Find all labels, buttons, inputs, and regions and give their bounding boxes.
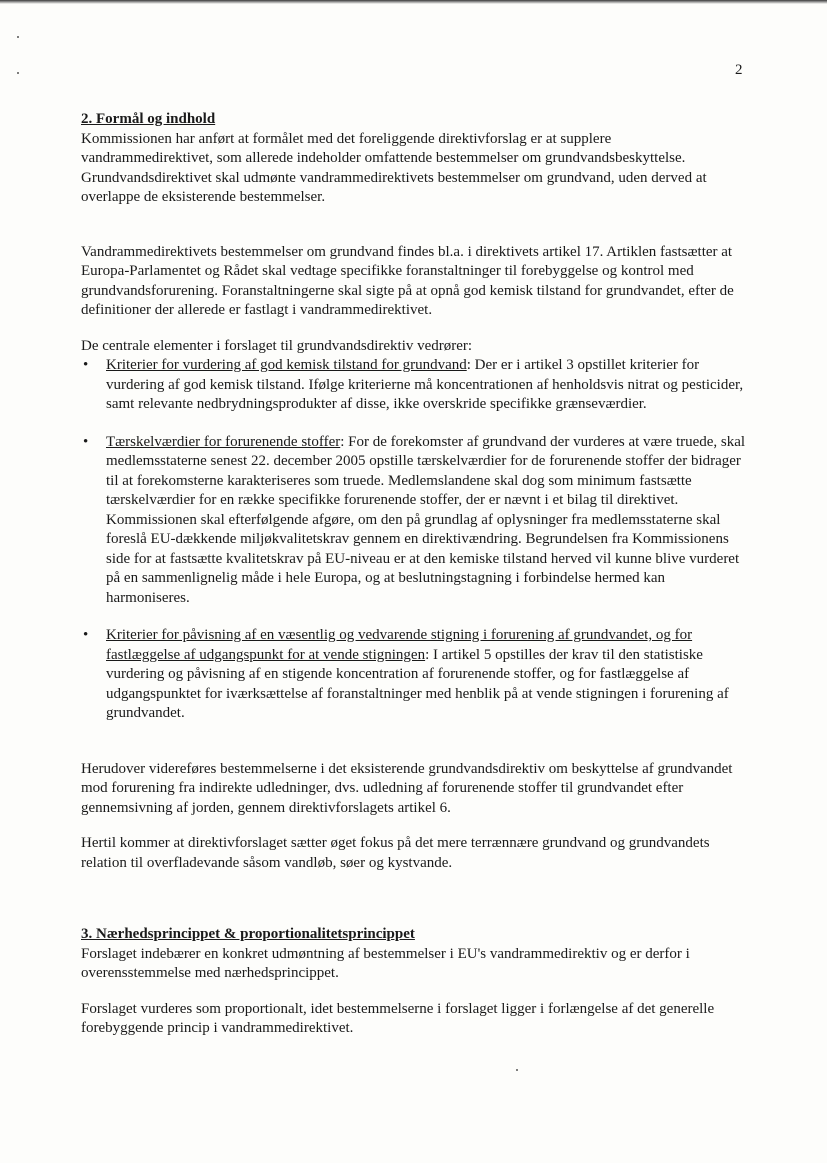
list-item-title: Kriterier for påvisning af en væsentlig og vedvarende stigning i forurening af grundvandet, og for fastlæggelse af udgangspunkt for at vende stigningen xyxy=(106,627,693,663)
paragraph: Kommissionen har anført at formålet med det foreliggende direktivforslag er at supplere vandrammedirektivet, som allerede indeholder omfattende bestemmelser om grundvandsbeskyttelse. Grundvandsdirektivet skal udmønte vandrammedirektivets bestemmelser om grundvand, uden derved at overlappe de eksisterende bestemmelser. xyxy=(81,130,707,205)
bullet-icon: • xyxy=(83,627,89,643)
paragraph: De centrale elementer i forslaget til grundvandsdirektiv vedrører: xyxy=(81,337,473,354)
list-item xyxy=(81,356,747,415)
list-item-text: : For de forekomster af grundvand der vurderes at være truede, skal medlemsstaterne senest 22. december 2005 opstille tærskelværdier for de forurenende stoffer der bidrager til at forekomsterne karakteriseres som truede. Medlemslandene skal dog som minimum fastsætte tærskelværdier for en række specifikke forurenende stoffer, der er nævnt i et bilag til direktivet. Kommissionen skal efterfølgende afgøre, om den på grundlag af oplysninger fra medlemsstaterne skal foreslå EU-dækkende miljøkvalitetskrav gennem en direktivændring. Begrundelsen fra Kommissionens side for at fastsætte kvalitetskrav på EU-niveau er at den kemiske tilstand herved vil kunne blive vurderet på en sammenlignelig måde i hele Europa, og at beslutningstagning i forbindelse hermed kan harmoniseres. xyxy=(106,433,746,606)
paragraph: Hertil kommer at direktivforslaget sætter øget fokus på det mere terrænnære grundvand og grundvandets relation til overfladevande såsom vandløb, søer og kystvande. xyxy=(81,835,710,871)
scan-speck xyxy=(516,1069,518,1071)
paragraph: Forslaget vurderes som proportionalt, idet bestemmelserne i forslaget ligger i forlængelse af det generelle forebyggende princip i vandrammedirektivet. xyxy=(81,1000,715,1036)
list-item xyxy=(81,433,747,609)
bullet-list xyxy=(81,356,747,724)
list-item-text: : Der er i artikel 3 opstillet kriterier for vurdering af god kemisk tilstand. Ifølge kriterierne må koncentrationen af henholdsvis nitrat og pesticider, samt relevante nedbrydningsprodukter af disse, ikke overskride specifikke grænseværdier. xyxy=(106,357,744,412)
scan-top-edge xyxy=(0,0,827,4)
page-number: 2 xyxy=(735,62,743,78)
scan-speck xyxy=(17,72,19,74)
section-heading-naerhed: 3. Nærhedsprincippet & proportionalitetsprincippet xyxy=(81,926,415,942)
list-item xyxy=(81,626,747,724)
list-item-title: Kriterier for vurdering af god kemisk tilstand for grundvand xyxy=(106,357,467,373)
paragraph: Vandrammedirektivets bestemmelser om grundvand findes bl.a. i direktivets artikel 17. Artiklen fastsætter at Europa-Parlamentet og Rådet skal vedtage specifikke foranstaltninger til forebyggelse og kontrol med grundvandsforurening. Foranstaltningerne skal sigte på at opnå god kemisk tilstand for grundvandet, efter de definitioner der allerede er fastlagt i vandrammedirektivet. xyxy=(81,243,734,318)
paragraph: Forslaget indebærer en konkret udmøntning af bestemmelser i EU's vandrammedirektiv og er derfor i overensstemmelse med nærhedsprincippet. xyxy=(81,945,690,981)
scan-speck xyxy=(17,36,19,38)
document-body xyxy=(81,110,747,1039)
paragraph: Herudover videreføres bestemmelserne i det eksisterende grundvandsdirektiv om beskyttelse af grundvandet mod forurening fra indirekte udledninger, dvs. udledning af forurenende stoffer til grundvandet efter gennemsivning af jorden, gennem direktivforslagets artikel 6. xyxy=(81,760,733,816)
section-heading-formaal: 2. Formål og indhold xyxy=(81,111,216,127)
bullet-icon: • xyxy=(83,357,89,373)
bullet-icon: • xyxy=(83,433,89,450)
list-item-title: Tærskelværdier for forurenende stoffer xyxy=(106,433,341,450)
list-item-text: : I artikel 5 opstilles der krav til den statistiske vurdering og påvisning af en stigende koncentration af forurenende stoffer, og for fastlæggelse af udgangspunktet for iværksættelse af foranstaltninger med henblik på at vende stigningen i forurening af grundvandet. xyxy=(106,646,729,721)
